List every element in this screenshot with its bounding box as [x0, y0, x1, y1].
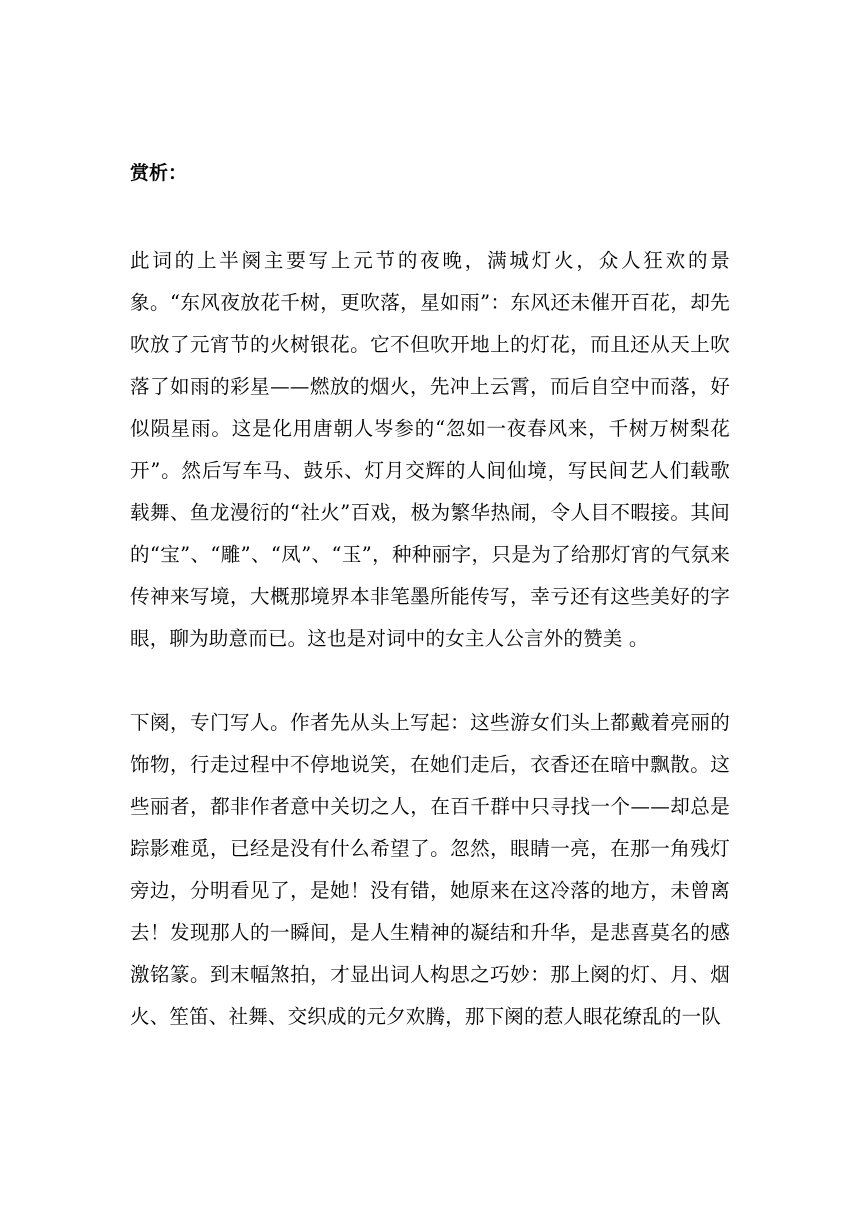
- blank-line: [130, 194, 730, 240]
- blank-line: [130, 660, 730, 702]
- paragraph-upper-stanza: 此词的上半阕主要写上元节的夜晚，满城灯火，众人狂欢的景象。“东风夜放花千树，更吹落，星如雨”：东风还未催开百花，却先吹放了元宵节的火树银花。它不但吹开地上的灯花，而且还从天上吹落了如雨的彩星——燃放的烟火，先冲上云霄，而后自空中而落，好似陨星雨。这是化用唐朝人岑参的“忽如一夜春风来，千树万树梨花开”。然后写车马、鼓乐、灯月交辉的人间仙境，写民间艺人们载歌载舞、鱼龙漫衍的“社火”百戏，极为繁华热闹，令人目不暇接。其间的“宝”、“雕”、“凤”、“玉”，种种丽字，只是为了给那灯宵的气氛来传神来写境，大概那境界本非笔墨所能传写，幸亏还有这些美好的字眼，聊为助意而已。这也是对词中的女主人公言外的赞美 。: [130, 249, 730, 650]
- paragraph-lower-stanza: 下阕，专门写人。作者先从头上写起：这些游女们头上都戴着亮丽的饰物，行走过程中不停地说笑，在她们走后，衣香还在暗中飘散。这些丽者，都非作者意中关切之人，在百千群中只寻找一个——却总是踪影难觅，已经是没有什么希望了。忽然，眼睛一亮，在那一角残灯旁边，分明看见了，是她！没有错，她原来在这冷落的地方，未曾离去！发现那人的一瞬间，是人生精神的凝结和升华，是悲喜莫名的感激铭篆。到末幅煞拍，才显出词人构思之巧妙：那上阕的灯、月、烟火、笙笛、社舞、交织成的元夕欢腾，那下阕的惹人眼花缭乱的一队: [130, 711, 730, 1028]
- document-body: [130, 152, 730, 1038]
- section-heading: 赏析：: [130, 162, 188, 184]
